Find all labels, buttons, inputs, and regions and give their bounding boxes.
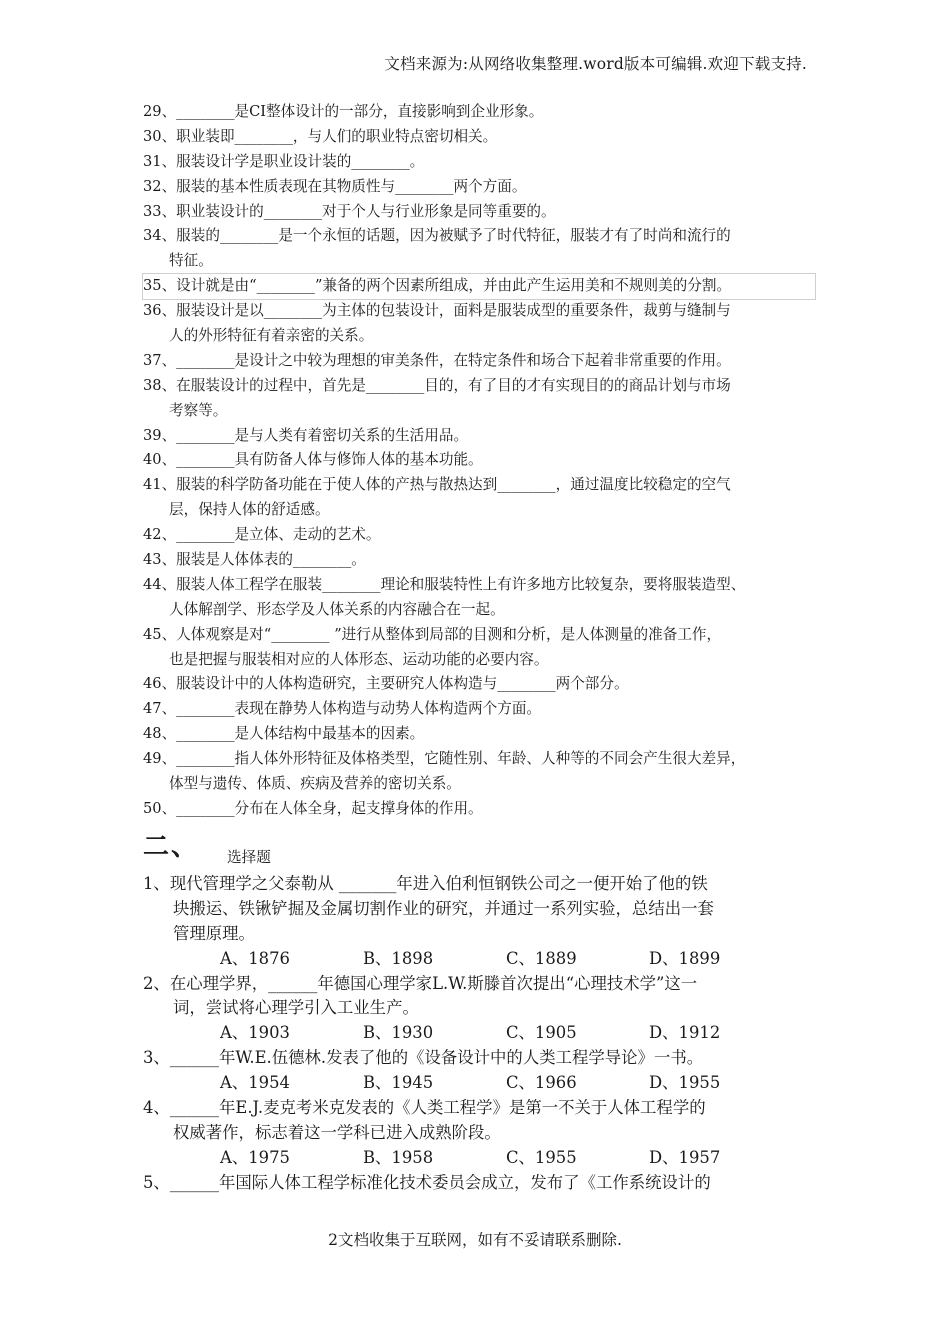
question-text: 管理原理。	[173, 923, 255, 943]
question-item	[143, 797, 815, 822]
question-text: 31、服装设计学是职业设计装的________。	[143, 152, 425, 170]
option-c: C、1905	[506, 1023, 577, 1043]
question-text: 也是把握与服装相对应的人体形态、运动功能的必要内容。	[169, 650, 549, 668]
option-b: B、1898	[363, 948, 434, 968]
question-text: 33、职业装设计的________对于个人与行业形象是同等重要的。	[143, 202, 556, 220]
option-b: B、1930	[363, 1023, 434, 1043]
question-text: 38、在服装设计的过程中，首先是________目的，有了目的才有实现目的的商品计划与市场	[143, 376, 731, 394]
page-header: 文档来源为:从网络收集整理.word版本可编辑.欢迎下载支持.	[384, 55, 807, 73]
option-c: C、1889	[506, 948, 577, 968]
question-text: 40、________具有防备人体与修饰人体的基本功能。	[143, 451, 483, 469]
question-text: 块搬运、铁锹铲掘及金属切割作业的研究，并通过一系列实验，总结出一套	[173, 898, 714, 918]
question-text: 权威著作，标志着这一学科已进入成熟阶段。	[173, 1122, 501, 1142]
question-item	[143, 672, 815, 697]
question-item	[143, 100, 815, 125]
question-item	[143, 548, 815, 573]
question-text: 1、现代管理学之父泰勒从 _______年进入伯利恒钢铁公司之一便开始了他的铁	[143, 874, 708, 893]
question-text: 46、服装设计中的人体构造研究，主要研究人体构造与________两个部分。	[143, 675, 629, 693]
question-text: 特征。	[169, 252, 213, 270]
question-item	[143, 274, 815, 299]
question-text: 39、________是与人类有着密切关系的生活用品。	[143, 426, 469, 444]
question-text: 49、________指人体外形特征及体格类型，它随性别、年龄、人种等的不同会产生很大差异，	[143, 750, 746, 768]
question-text: 43、服装是人体体表的________。	[143, 551, 366, 569]
choice-question	[143, 972, 815, 1047]
section-number: 二、	[143, 832, 200, 862]
question-item	[143, 573, 815, 623]
question-item	[143, 299, 815, 349]
choice-question	[143, 1046, 815, 1096]
question-item	[143, 374, 815, 424]
question-text: 34、服装的________是一个永恒的话题，因为被赋予了时代特征，服装才有了时尚和流行的	[143, 227, 731, 245]
question-text: 4、______年E.J.麦克考米克发表的《人类工程学》是第一不关于人体工程学的	[143, 1098, 706, 1118]
section-heading	[143, 832, 271, 872]
choice-question	[143, 1096, 815, 1171]
question-item	[143, 697, 815, 722]
choice-question	[143, 872, 815, 972]
fill-in-questions	[143, 100, 815, 822]
section-title: 选择题	[227, 849, 271, 866]
question-text: 42、________是立体、走动的艺术。	[143, 526, 381, 544]
option-a: A、1876	[220, 948, 290, 968]
options-row	[143, 1146, 815, 1171]
option-b: B、1958	[363, 1147, 434, 1167]
question-item	[143, 175, 815, 200]
question-text: 50、________分布在人体全身，起支撑身体的作用。	[143, 799, 483, 817]
choice-question	[143, 1171, 815, 1196]
question-item	[143, 747, 815, 797]
option-b: B、1945	[363, 1073, 434, 1093]
question-text: 45、人体观察是对“________ ”进行从整体到局部的目测和分析，是人体测量的准备工作，	[143, 625, 722, 643]
option-a: A、1975	[220, 1147, 290, 1167]
question-text: 47、________表现在静势人体构造与动势人体构造两个方面。	[143, 700, 542, 718]
option-d: D、1899	[649, 948, 721, 968]
option-d: D、1955	[649, 1073, 721, 1093]
option-c: C、1955	[506, 1147, 577, 1167]
option-d: D、1957	[649, 1147, 721, 1167]
options-row	[143, 1071, 815, 1096]
question-text: 5、______年国际人体工程学标准化技术委员会成立，发布了《工作系统设计的	[143, 1172, 711, 1192]
question-item	[143, 150, 815, 175]
question-item	[143, 623, 815, 673]
question-text: 人体解剖学、形态学及人体关系的内容融合在一起。	[169, 600, 505, 618]
question-text: 层，保持人体的舒适感。	[169, 501, 330, 519]
question-item	[143, 224, 815, 274]
question-item	[143, 722, 815, 747]
option-c: C、1966	[506, 1073, 577, 1093]
question-text: 36、服装设计是以________为主体的包装设计，面料是服装成型的重要条件，裁剪与缝制与	[143, 302, 731, 320]
question-item	[143, 125, 815, 150]
question-item	[143, 349, 815, 374]
question-text: 3、______年W.E.伍德林.发表了他的《设备设计中的人类工程学导论》一书。	[143, 1048, 704, 1068]
question-text: 体型与遗传、体质、疾病及营养的密切关系。	[169, 775, 461, 793]
options-row	[143, 947, 815, 972]
options-row	[143, 1021, 815, 1046]
question-item	[143, 424, 815, 449]
question-text: 考察等。	[169, 401, 228, 419]
question-text: 44、服装人体工程学在服装________理论和服装特性上有许多地方比较复杂，要将服装造型、	[143, 575, 746, 593]
question-text: 人的外形特征有着亲密的关系。	[169, 327, 374, 345]
multiple-choice-questions	[143, 872, 815, 1196]
option-a: A、1954	[220, 1073, 290, 1093]
question-text: 29、________是CI整体设计的一部分，直接影响到企业形象。	[143, 103, 544, 120]
option-a: A、1903	[220, 1023, 290, 1043]
question-text: 30、职业装即________，与人们的职业特点密切相关。	[143, 127, 498, 145]
option-d: D、1912	[649, 1023, 721, 1043]
question-item	[143, 523, 815, 548]
question-text: 2、在心理学界，______年德国心理学家L.W.斯滕首次提出“心理技术学”这一	[143, 973, 698, 993]
page-footer: 2文档收集于互联网，如有不妥请联系删除.	[328, 1231, 622, 1249]
question-item	[143, 200, 815, 225]
question-text: 37、________是设计之中较为理想的审美条件，在特定条件和场合下起着非常重要的作用。	[143, 351, 731, 369]
question-text: 48、________是人体结构中最基本的因素。	[143, 725, 425, 743]
question-text: 词，尝试将心理学引入工业生产。	[173, 998, 419, 1018]
question-text: 41、服装的科学防备功能在于使人体的产热与散热达到________，通过温度比较稳定的空气	[143, 476, 731, 494]
question-text: 32、服装的基本性质表现在其物质性与________两个方面。	[143, 177, 527, 195]
question-item	[143, 448, 815, 473]
question-text: 35、设计就是由“________”兼备的两个因素所组成，并由此产生运用美和不规则美的分割。	[143, 277, 732, 295]
question-item	[143, 473, 815, 523]
